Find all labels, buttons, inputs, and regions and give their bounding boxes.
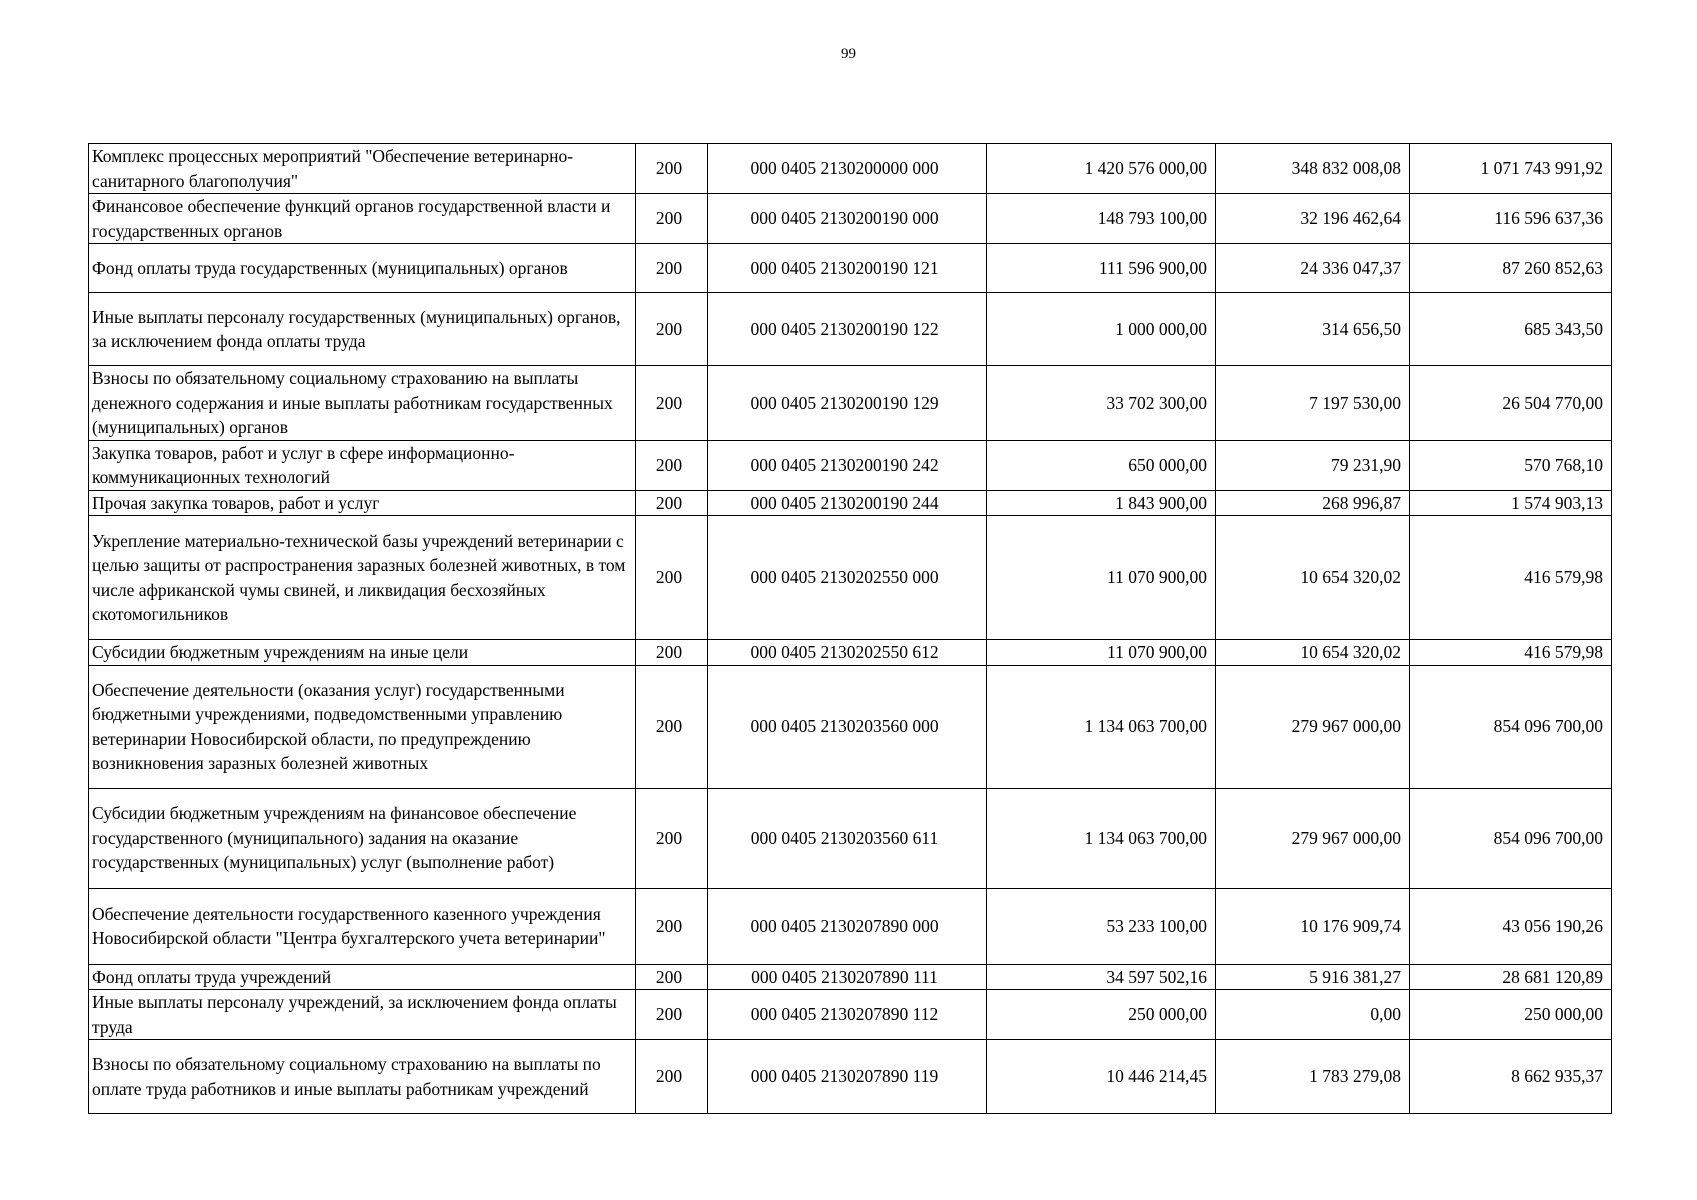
row-code: 200 [636, 293, 708, 366]
table-row [89, 888, 1612, 964]
row-name: Взносы по обязательному социальному страхованию на выплаты денежного содержания и иные выплаты работникам государственных (муниципальных) органов [89, 366, 636, 441]
table-row [89, 244, 1612, 293]
row-budget-code: 000 0405 2130200190 000 [708, 194, 987, 244]
row-unexecuted-amount: 416 579,98 [1410, 516, 1612, 640]
row-approved-amount: 650 000,00 [987, 440, 1216, 490]
row-budget-code: 000 0405 2130203560 000 [708, 665, 987, 788]
row-budget-code: 000 0405 2130207890 112 [708, 990, 987, 1040]
table-row [89, 144, 1612, 194]
row-unexecuted-amount: 8 662 935,37 [1410, 1040, 1612, 1114]
table-row [89, 964, 1612, 990]
row-budget-code: 000 0405 2130207890 111 [708, 964, 987, 990]
row-executed-amount: 10 654 320,02 [1216, 640, 1410, 666]
row-executed-amount: 1 783 279,08 [1216, 1040, 1410, 1114]
row-unexecuted-amount: 854 096 700,00 [1410, 665, 1612, 788]
table-row [89, 788, 1612, 888]
row-name: Укрепление материально-технической базы учреждений ветеринарии с целью защиты от распространения заразных болезней животных, в том числе африканской чумы свиней, и ликвидация бесхозяйных скотомогильников [89, 516, 636, 640]
row-code: 200 [636, 490, 708, 516]
row-name: Фонд оплаты труда учреждений [89, 964, 636, 990]
row-name: Комплекс процессных мероприятий "Обеспечение ветеринарно-санитарного благополучия" [89, 144, 636, 194]
row-name: Взносы по обязательному социальному страхованию на выплаты по оплате труда работников и иные выплаты работникам учреждений [89, 1040, 636, 1114]
row-name: Субсидии бюджетным учреждениям на финансовое обеспечение государственного (муниципального) задания на оказание государственных (муниципальных) услуг (выполнение работ) [89, 788, 636, 888]
row-code: 200 [636, 888, 708, 964]
row-executed-amount: 7 197 530,00 [1216, 366, 1410, 441]
table-row [89, 194, 1612, 244]
row-approved-amount: 111 596 900,00 [987, 244, 1216, 293]
row-name: Обеспечение деятельности государственного казенного учреждения Новосибирской области "Центра бухгалтерского учета ветеринарии" [89, 888, 636, 964]
row-unexecuted-amount: 43 056 190,26 [1410, 888, 1612, 964]
row-unexecuted-amount: 854 096 700,00 [1410, 788, 1612, 888]
row-executed-amount: 268 996,87 [1216, 490, 1410, 516]
row-approved-amount: 1 134 063 700,00 [987, 665, 1216, 788]
row-unexecuted-amount: 28 681 120,89 [1410, 964, 1612, 990]
row-unexecuted-amount: 116 596 637,36 [1410, 194, 1612, 244]
row-executed-amount: 0,00 [1216, 990, 1410, 1040]
table-row [89, 293, 1612, 366]
budget-execution-table [88, 143, 1612, 1114]
row-name: Фонд оплаты труда государственных (муниципальных) органов [89, 244, 636, 293]
row-budget-code: 000 0405 2130203560 611 [708, 788, 987, 888]
row-approved-amount: 33 702 300,00 [987, 366, 1216, 441]
page-number: 99 [841, 46, 856, 62]
row-approved-amount: 1 134 063 700,00 [987, 788, 1216, 888]
row-budget-code: 000 0405 2130200190 121 [708, 244, 987, 293]
table-row [89, 440, 1612, 490]
row-unexecuted-amount: 26 504 770,00 [1410, 366, 1612, 441]
row-executed-amount: 10 654 320,02 [1216, 516, 1410, 640]
row-executed-amount: 279 967 000,00 [1216, 665, 1410, 788]
row-approved-amount: 250 000,00 [987, 990, 1216, 1040]
row-approved-amount: 34 597 502,16 [987, 964, 1216, 990]
row-executed-amount: 5 916 381,27 [1216, 964, 1410, 990]
row-budget-code: 000 0405 2130202550 612 [708, 640, 987, 666]
row-budget-code: 000 0405 2130200190 244 [708, 490, 987, 516]
table-row [89, 516, 1612, 640]
row-code: 200 [636, 144, 708, 194]
row-code: 200 [636, 1040, 708, 1114]
row-executed-amount: 279 967 000,00 [1216, 788, 1410, 888]
row-approved-amount: 148 793 100,00 [987, 194, 1216, 244]
table-row [89, 1040, 1612, 1114]
row-executed-amount: 348 832 008,08 [1216, 144, 1410, 194]
row-name: Обеспечение деятельности (оказания услуг) государственными бюджетными учреждениями, подведомственными управлению ветеринарии Новосибирской области, по предупреждению возникновения заразных болезней животных [89, 665, 636, 788]
row-code: 200 [636, 788, 708, 888]
row-executed-amount: 79 231,90 [1216, 440, 1410, 490]
row-budget-code: 000 0405 2130200190 242 [708, 440, 987, 490]
row-code: 200 [636, 516, 708, 640]
row-code: 200 [636, 990, 708, 1040]
row-unexecuted-amount: 1 574 903,13 [1410, 490, 1612, 516]
row-code: 200 [636, 964, 708, 990]
row-budget-code: 000 0405 2130207890 119 [708, 1040, 987, 1114]
row-approved-amount: 53 233 100,00 [987, 888, 1216, 964]
row-code: 200 [636, 244, 708, 293]
row-name: Закупка товаров, работ и услуг в сфере информационно-коммуникационных технологий [89, 440, 636, 490]
row-name: Субсидии бюджетным учреждениям на иные цели [89, 640, 636, 666]
row-budget-code: 000 0405 2130207890 000 [708, 888, 987, 964]
row-approved-amount: 11 070 900,00 [987, 516, 1216, 640]
row-unexecuted-amount: 685 343,50 [1410, 293, 1612, 366]
row-unexecuted-amount: 87 260 852,63 [1410, 244, 1612, 293]
row-executed-amount: 314 656,50 [1216, 293, 1410, 366]
row-approved-amount: 10 446 214,45 [987, 1040, 1216, 1114]
table-row [89, 990, 1612, 1040]
table-row [89, 640, 1612, 666]
row-unexecuted-amount: 570 768,10 [1410, 440, 1612, 490]
row-approved-amount: 1 000 000,00 [987, 293, 1216, 366]
row-approved-amount: 1 420 576 000,00 [987, 144, 1216, 194]
row-executed-amount: 32 196 462,64 [1216, 194, 1410, 244]
table-row [89, 366, 1612, 441]
row-code: 200 [636, 366, 708, 441]
row-budget-code: 000 0405 2130202550 000 [708, 516, 987, 640]
row-unexecuted-amount: 250 000,00 [1410, 990, 1612, 1040]
row-code: 200 [636, 194, 708, 244]
row-name: Прочая закупка товаров, работ и услуг [89, 490, 636, 516]
row-budget-code: 000 0405 2130200190 129 [708, 366, 987, 441]
row-code: 200 [636, 440, 708, 490]
row-name: Иные выплаты персоналу государственных (муниципальных) органов, за исключением фонда оплаты труда [89, 293, 636, 366]
table-row [89, 490, 1612, 516]
row-approved-amount: 11 070 900,00 [987, 640, 1216, 666]
table-row [89, 665, 1612, 788]
row-name: Финансовое обеспечение функций органов государственной власти и государственных органов [89, 194, 636, 244]
row-code: 200 [636, 640, 708, 666]
row-unexecuted-amount: 416 579,98 [1410, 640, 1612, 666]
row-budget-code: 000 0405 2130200000 000 [708, 144, 987, 194]
row-unexecuted-amount: 1 071 743 991,92 [1410, 144, 1612, 194]
row-code: 200 [636, 665, 708, 788]
row-name: Иные выплаты персоналу учреждений, за исключением фонда оплаты труда [89, 990, 636, 1040]
row-executed-amount: 24 336 047,37 [1216, 244, 1410, 293]
row-approved-amount: 1 843 900,00 [987, 490, 1216, 516]
row-executed-amount: 10 176 909,74 [1216, 888, 1410, 964]
row-budget-code: 000 0405 2130200190 122 [708, 293, 987, 366]
